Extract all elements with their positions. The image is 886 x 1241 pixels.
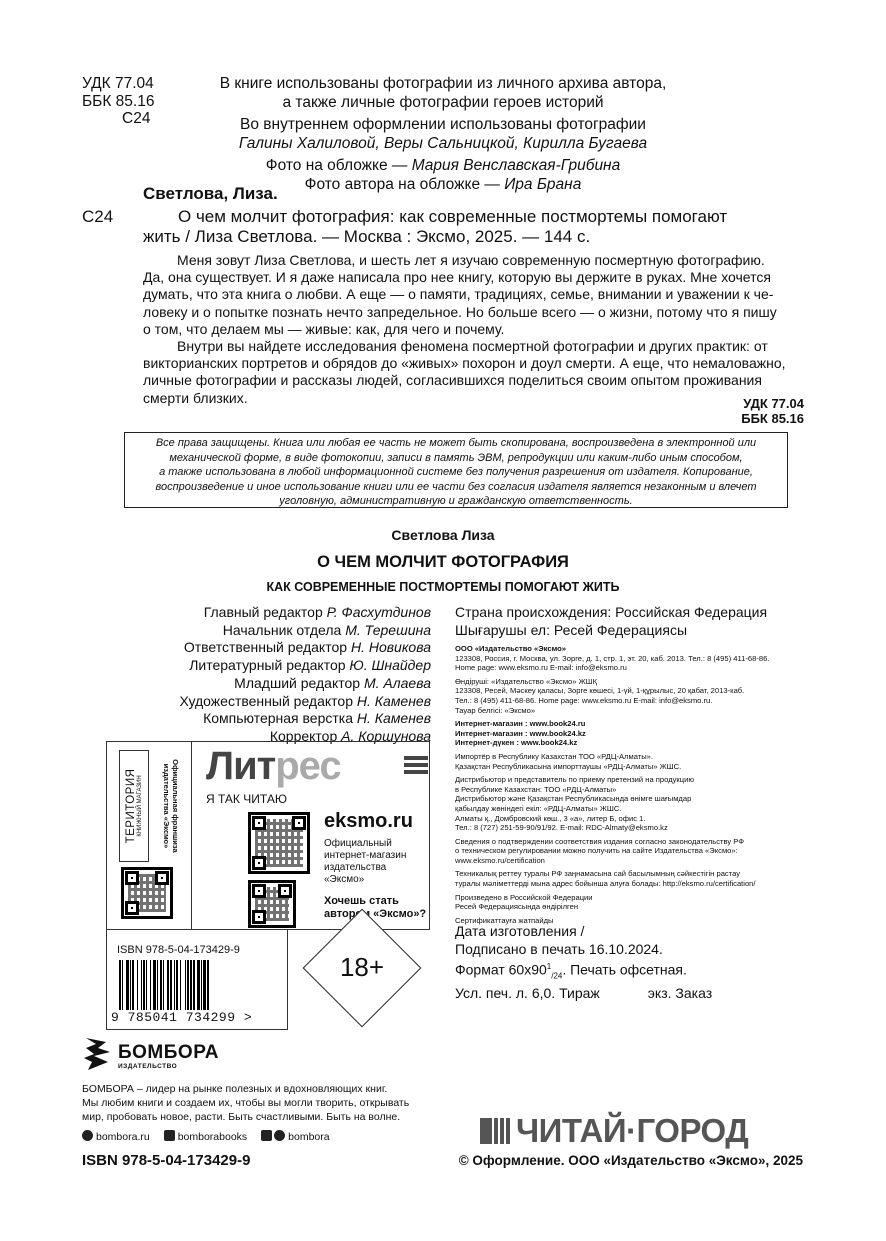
staff-name: Н. Каменев — [356, 710, 431, 727]
photo-credits — [200, 74, 686, 194]
book-subtitle: КАК СОВРЕМЕННЫЕ ПОСТМОРТЕМЫ ПОМОГАЮТ ЖИТЬ — [266, 580, 620, 594]
staff-name: М. Алаева — [363, 674, 431, 691]
publisher-info-line: Дистрибьютор и представитель по приему претензий на продукцию — [455, 775, 695, 785]
barcode-isbn: ISBN 978-5-04-173429-9 — [117, 944, 240, 956]
format-sub: /24 — [551, 971, 563, 981]
publisher-info-line: Импортёр в Республику Казахстан ТОО «РДЦ-Алматы». — [455, 751, 654, 761]
publisher-info-line: Өндіруші: «Издательство «Эксмо» ЖШҚ — [455, 676, 598, 686]
right-bbk: ББК 85.16 — [741, 411, 804, 426]
print-line — [455, 985, 712, 1003]
bombora-about-line: БОМБОРА – лидер на рынке полезных и вдохновляющих книг. — [82, 1083, 388, 1095]
social-item-telegram[interactable] — [261, 1130, 329, 1143]
publisher-info — [455, 644, 815, 925]
staff-role: Ответственный редактор — [183, 639, 351, 656]
photo-credits-line: Галины Халиловой, Веры Сальницкой, Кирилла Бугаева — [238, 135, 648, 152]
print-type: . Печать офсетная. — [562, 961, 687, 978]
annotation-line: Внутри вы найдете исследования феномена посмертной фотографии и других практик: от — [177, 338, 768, 355]
publisher-info-line: Ресей Федерациясында өндірілген — [455, 902, 579, 912]
publisher-info-line: Интернет-магазин : www.book24.ru — [455, 719, 586, 729]
origin-line: Страна происхождения: Российская Федерация — [455, 604, 768, 620]
chitai-gorod-icon — [480, 1118, 510, 1144]
social-label: bomborabooks — [177, 1131, 248, 1143]
book-title: О ЧЕМ МОЛЧИТ ФОТОГРАФИЯ — [317, 553, 569, 571]
publisher-info-line: Тел.: 8 (727) 251-59-90/91/92. E-mail: RDC-Almaty@eksmo.kz — [455, 823, 668, 833]
bib-title-line: жить / Лиза Светлова. — Москва : Эксмо, 2025. — 144 с. — [143, 227, 591, 246]
staff-role: Литературный редактор — [189, 657, 350, 674]
bombora-about-line: мир, пробовать новое, расти. Быть счастливыми. Быть на волне. — [82, 1111, 401, 1123]
barcode-box — [106, 930, 288, 1030]
print-line — [455, 958, 712, 985]
print-line: Подписано в печать 16.10.2024. — [455, 940, 663, 957]
annotation-line: ловеку и о попытке познать нечто запредельное. Но больше всего — о жизни, потому что я пишу — [143, 303, 777, 320]
litres-lines-icon — [404, 756, 428, 774]
udk-code: УДК 77.04 — [82, 75, 154, 92]
bombora-socials — [82, 1130, 330, 1143]
eksmo-desc — [324, 838, 429, 886]
staff-name: Н. Каменев — [356, 692, 431, 709]
staff-row — [71, 639, 431, 657]
staff-role: Художественный редактор — [179, 692, 357, 709]
litres-logo-part: Лит — [206, 744, 276, 788]
print-line: Дата изготовления / — [455, 923, 585, 939]
print-run: Усл. печ. л. 6,0. Тираж — [455, 985, 600, 1002]
author-call — [324, 895, 426, 921]
staff-row — [71, 710, 431, 728]
publisher-info-line: Интернет-дүкен : www.book24.kz — [455, 738, 578, 748]
bombora-logo-icon — [82, 1036, 114, 1072]
publisher-info-line: Сведения о подтверждении соответствия издания согласно законодательству РФ — [455, 836, 745, 846]
litres-logo-part: рес — [275, 744, 341, 788]
telegram-icon — [274, 1130, 285, 1141]
globe-icon — [82, 1130, 93, 1141]
social-label: bombora.ru — [96, 1131, 150, 1143]
origin — [455, 604, 767, 639]
teritoria-sub: КНИЖНЫЙ МАГАЗИН — [137, 775, 143, 837]
author-call-line: автором «Эксмо»? — [324, 908, 427, 920]
staff-row — [71, 622, 431, 640]
teritoria-main: ТЕРИТОРИЯ — [125, 768, 137, 844]
bib-title-line: О чем молчит фотография: как современные постмортемы помогают — [178, 207, 728, 226]
cover-photo-label: Фото на обложке — — [265, 157, 412, 174]
staff-role: Корректор — [269, 727, 342, 744]
social-item-vk[interactable] — [164, 1130, 247, 1143]
right-udk: УДК 77.04 — [743, 396, 804, 411]
eksmo-desc-line: издательства «Эксмо» — [324, 862, 387, 885]
eksmo-desc-line: Официальный — [324, 838, 392, 849]
staff-role: Компьютерная верстка — [203, 710, 357, 727]
publisher-info-line: Техникалық реттеу туралы РФ заңнамасына сай басылымның сәйкестігін растау — [455, 869, 741, 879]
annotation-line: Да, она существует. И я даже написала про нее книгу, которую вы держите в руках. Мне хочется — [143, 269, 771, 286]
plus-icon — [261, 1130, 272, 1141]
author-photo-name: Ира Брана — [504, 176, 582, 193]
rights-line: механической форме, в виде фотокопии, записи в память ЭВМ, репродукции или каким-либо иным способом, — [169, 451, 743, 464]
photo-credits-line: Во внутреннем оформлении использованы фотографии — [240, 116, 646, 133]
annotation-line: думать, что эта книга о любви. А еще — о памяти, традициях, семье, внимании и уважении к че- — [143, 286, 774, 303]
publisher-info-line: Дистрибьютор және Қазақстан Республикасында өнімге шағымдар — [455, 794, 692, 804]
publisher-info-line: ООО «Издательство «Эксмо» — [455, 644, 566, 653]
staff-name: А. Коршунова — [341, 727, 431, 744]
barcode-bar — [209, 960, 211, 1010]
teritoria-qr-code — [121, 867, 173, 919]
rights-line: воспроизведение и иное использование книги или ее части без согласия издателя является незаконным и влечет — [155, 480, 757, 493]
bombora-about-line: Мы любим книги и создаем их, чтобы вы могли творить, открывать — [82, 1097, 410, 1109]
publisher-info-line: о техническом регулировании можно получить на сайте Издательства «Эксмо»: — [455, 846, 738, 856]
publisher-info-line: қабылдау жөніндегі екіл: «РДЦ-Алматы» ЖШС. — [455, 803, 622, 813]
title-author: Светлова Лиза — [391, 527, 495, 543]
staff-name: М. Терешина — [345, 621, 431, 638]
ads-box — [192, 741, 430, 930]
franchise-line: издательства «Эксмо» — [162, 763, 171, 849]
author-qr-code — [248, 880, 296, 928]
format-sup: 1 — [546, 962, 552, 972]
rights-line: а также использована в любой информационной системе без получения разрешения от издателя. Копирование, — [159, 466, 753, 478]
teritoria-logo — [119, 750, 149, 862]
rights-line: Все права защищены. Книга или любая ее часть не может быть скопирована, воспроизведена в электронной или — [155, 437, 757, 449]
author-code: С24 — [122, 110, 151, 127]
publisher-info-line: Сертификаттауға жатпайды — [455, 915, 554, 925]
publisher-info-line: www.eksmo.ru/certification — [455, 855, 545, 865]
staff-name: Р. Фасхутдинов — [326, 604, 431, 620]
order-label: экз. Заказ — [647, 985, 713, 1002]
franchise-text — [162, 759, 180, 852]
rights-notice — [124, 432, 788, 508]
bib-code: С24 — [82, 207, 114, 226]
cover-photo-name: Мария Венславская-Грибина — [411, 157, 621, 174]
staff-row — [71, 604, 431, 622]
eksmo-site: eksmo.ru — [324, 810, 413, 832]
print-info — [455, 923, 712, 1003]
bombora-sub: ИЗДАТЕЛЬСТВО — [118, 1063, 178, 1070]
staff-role: Начальник отдела — [222, 621, 346, 638]
chitai-gorod-text: ЧИТАЙ·ГОРОД — [516, 1112, 749, 1149]
social-label: bombora — [288, 1131, 330, 1143]
annotation-line: личные фотографии и рассказы людей, согласившихся поделиться своим опытом проживания — [143, 372, 762, 389]
staff-role: Главный редактор — [203, 604, 327, 620]
origin-line: Шығарушы ел: Ресей Федерациясы — [455, 621, 688, 638]
publisher-info-line: Алматы қ., Домбровский көш., 3 «а», литер Б, офис 1. — [455, 813, 646, 823]
publisher-info-line: Home page: www.eksmo.ru E-mail: info@eksmo.ru — [455, 663, 627, 673]
publisher-info-line: Тел.: 8 (495) 411-68-86. Home page: www.eksmo.ru E-mail: info@eksmo.ru. — [455, 695, 713, 705]
bib-author: Светлова, Лиза. — [143, 184, 278, 203]
franchise-line: Официальная франшиза — [171, 759, 180, 853]
cover-photo-credit — [200, 156, 686, 175]
age-rating: 18+ — [339, 952, 385, 982]
annotation — [143, 252, 805, 407]
staff-role: Младший редактор — [234, 674, 364, 691]
staff-row — [71, 657, 431, 675]
bbk-code: ББК 85.16 — [82, 93, 155, 110]
publisher-info-line: Интернет-магазин : www.book24.kz — [455, 728, 586, 738]
staff-name: Н. Новикова — [350, 639, 431, 656]
photo-credits-line: В книге использованы фотографии из личного архива автора, — [219, 75, 667, 92]
publisher-info-line: 123308, Ресей, Мәскеу қаласы, Зорге көшесі, 1-үй, 1-құрылыс, 20 қабат, 2013-каб. — [455, 686, 745, 696]
publisher-info-line: Қазақстан Республикасына импорттаушы «РДЦ-Алматы» ЖШС. — [455, 761, 682, 771]
footer-isbn: ISBN 978-5-04-173429-9 — [82, 1152, 251, 1169]
staff-row — [71, 675, 431, 693]
publisher-info-line: Произведено в Российской Федерации — [455, 892, 593, 902]
photo-credits-line: а также личные фотографии героев историй — [282, 94, 604, 111]
staff-list — [71, 604, 431, 746]
social-item-site[interactable] — [82, 1130, 150, 1143]
footer-copyright: © Оформление. ООО «Издательство «Эксмо», 2025 — [458, 1153, 803, 1168]
publisher-info-line: Тауар белгісі: «Эксмо» — [455, 705, 536, 715]
litres-slogan: Я ТАК ЧИТАЮ — [206, 792, 287, 806]
annotation-line: смерти близких. — [143, 389, 248, 406]
right-classification — [741, 396, 804, 426]
publisher-info-line: в Республике Казахстан: ТОО «РДЦ-Алматы» — [455, 784, 617, 794]
litres-logo — [206, 744, 341, 789]
annotation-line: Меня зовут Лиза Светлова, и шесть лет я изучаю современную посмертную фотографию. — [177, 252, 765, 268]
staff-name: Ю. Шнайдер — [349, 657, 431, 674]
eksmo-desc-line: интернет-магазин — [324, 850, 407, 861]
rights-line: уголовную, административную и гражданскую ответственность. — [279, 495, 633, 507]
eksmo-qr-code — [248, 812, 310, 874]
chitai-gorod-logo — [480, 1112, 748, 1150]
teritoria-text — [125, 769, 143, 844]
staff-row — [71, 693, 431, 711]
publisher-info-line: туралы мәліметтерді мына адрес бойынша алуға болады: http://eksmo.ru/certification/ — [455, 879, 756, 889]
annotation-line: викторианских портретов и обрядов до «живых» похорон и доул смерти. А еще, что немаловажно, — [143, 355, 786, 372]
barcode-bars — [119, 960, 274, 1010]
teritoria-box — [106, 741, 192, 930]
vk-icon — [164, 1130, 175, 1141]
format-label: Формат 60x90 — [455, 961, 547, 978]
bombora-name: БОМБОРА — [118, 1042, 219, 1063]
bombora-about — [82, 1082, 409, 1124]
publisher-info-line: 123308, Россия, г. Москва, ул. Зорге, д. 1, стр. 1, эт. 20, каб. 2013. Тел.: 8 (495) 411-68-86. — [455, 653, 770, 663]
author-call-line: Хочешь стать — [324, 895, 399, 907]
annotation-line: о том, что делаем мы — живые: как, для чего и почему. — [143, 320, 505, 337]
barcode-digits: 9 785041 734299 > — [111, 1010, 253, 1025]
author-photo-label: Фото автора на обложке — — [304, 176, 505, 193]
